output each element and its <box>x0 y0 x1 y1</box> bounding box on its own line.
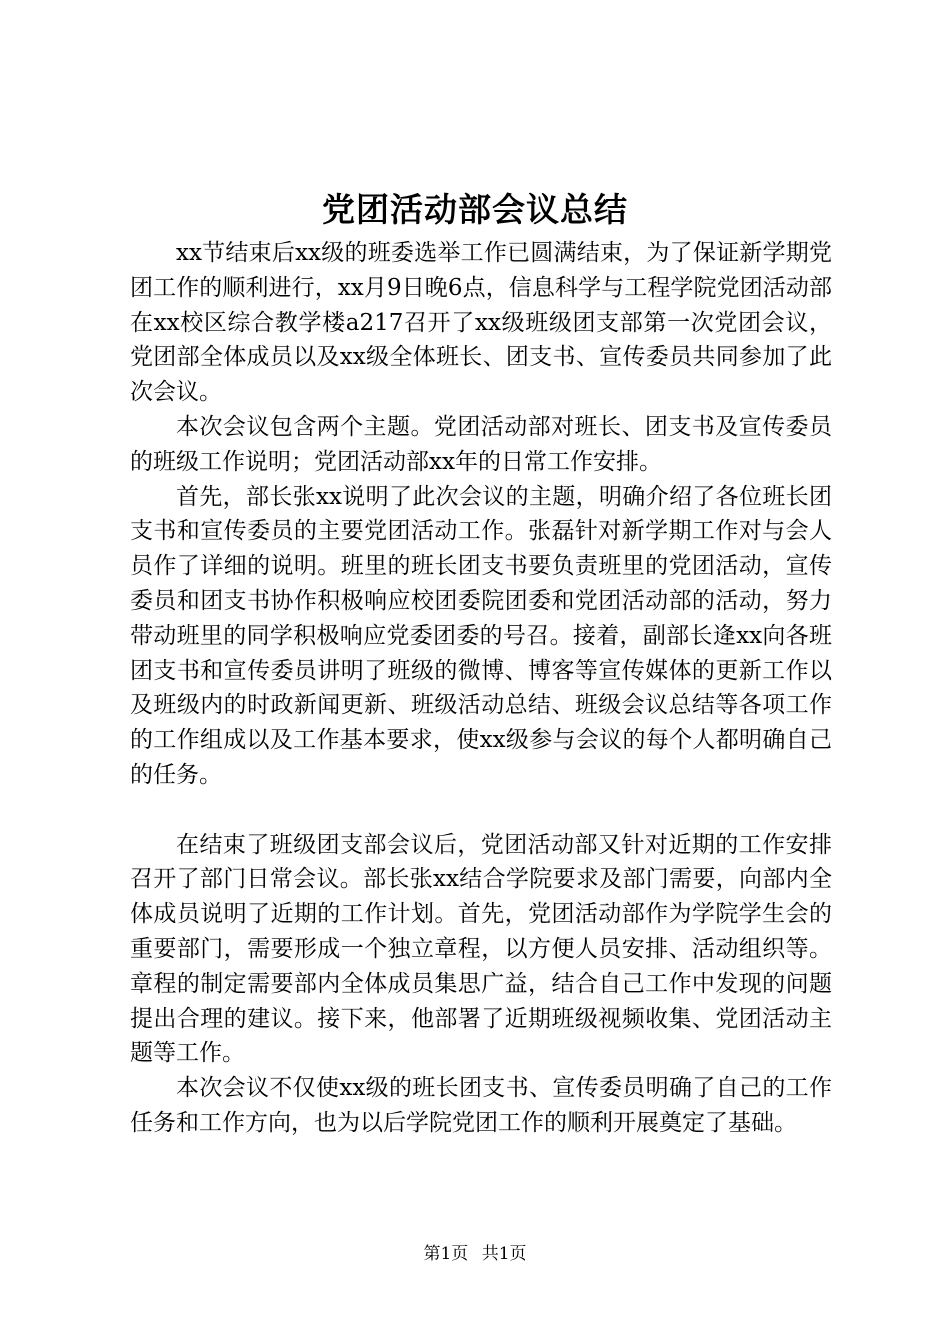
page-footer <box>0 1242 950 1266</box>
paragraph-1: xx节结束后xx级的班委选举工作已圆满结束，为了保证新学期党团工作的顺利进行，xx月9日晚6点，信息科学与工程学院党团活动部在xx校区综合教学楼a217召开了xx级班级团支部第一次党团会议，党团部全体成员以及xx级全体班长、团支书、宣传委员共同参加了此次会议。 <box>130 240 832 406</box>
document-body <box>130 236 832 1141</box>
page-number-current: 第1页 <box>423 1244 469 1264</box>
paragraph-gap <box>130 793 832 828</box>
page-number-total: 共1页 <box>481 1244 527 1264</box>
paragraph-4: 在结束了班级团支部会议后，党团活动部又针对近期的工作安排召开了部门日常会议。部长张xx结合学院要求及部门需要，向部内全体成员说明了近期的工作计划。首先，党团活动部作为学院学生会的重要部门，需要形成一个独立章程，以方便人员安排、活动组织等。章程的制定需要部内全体成员集思广益，结合自己工作中发现的问题提出合理的建议。接下来，他部署了近期班级视频收集、党团活动主题等工作。 <box>130 831 832 1067</box>
paragraph-5: 本次会议不仅使xx级的班长团支书、宣传委员明确了自己的工作任务和工作方向，也为以后学院党团工作的顺利开展奠定了基础。 <box>130 1075 832 1136</box>
paragraph-3: 首先，部长张xx说明了此次会议的主题，明确介绍了各位班长团支书和宣传委员的主要党团活动工作。张磊针对新学期工作对与会人员作了详细的说明。班里的班长团支书要负责班里的党团活动，宣传委员和团支书协作积极响应校团委院团委和党团活动部的活动，努力带动班里的同学积极响应党委团委的号召。接着，副部长逄xx向各班团支书和宣传委员讲明了班级的微博、博客等宣传媒体的更新工作以及班级内的时政新闻更新、班级活动总结、班级会议总结等各项工作的工作组成以及工作基本要求，使xx级参与会议的每个人都明确自己的任务。 <box>130 483 832 788</box>
document-title: 党团活动部会议总结 <box>322 190 628 229</box>
paragraph-2: 本次会议包含两个主题。党团活动部对班长、团支书及宣传委员的班级工作说明；党团活动部xx年的日常工作安排。 <box>130 413 832 475</box>
